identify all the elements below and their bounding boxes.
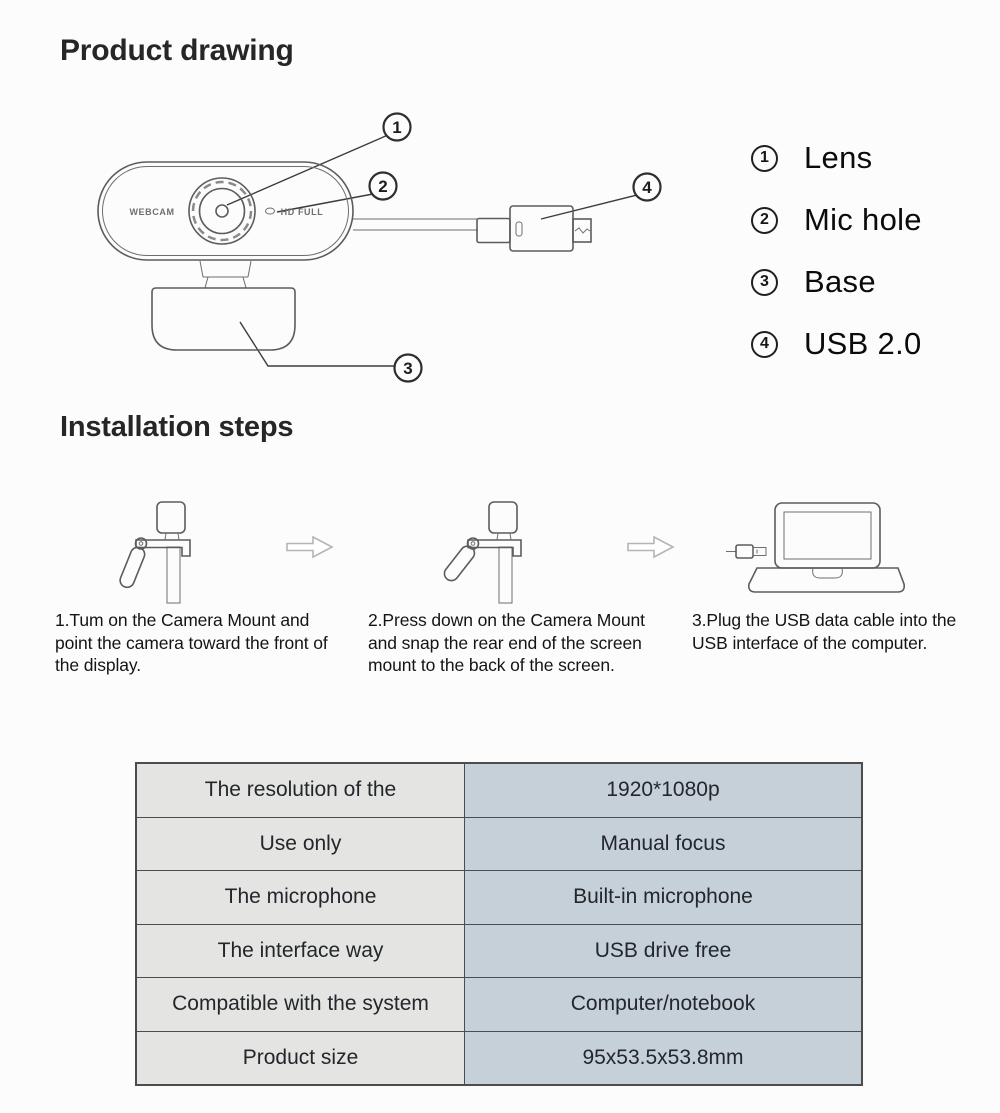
legend-number-circle: 3 xyxy=(751,269,778,296)
usb-plug-icon xyxy=(726,545,766,558)
table-row xyxy=(136,924,862,978)
spec-label: Compatible with the system xyxy=(136,978,465,1032)
hd-full-label: HD FULL xyxy=(280,207,324,217)
svg-text:2: 2 xyxy=(378,177,388,196)
spec-label: The interface way xyxy=(136,924,465,978)
spec-value: Computer/notebook xyxy=(465,978,863,1032)
lens-drawing xyxy=(189,178,255,244)
callout-lines xyxy=(227,135,637,366)
camera-mount-step2-illustration xyxy=(442,502,521,603)
installation-illustrations xyxy=(0,470,1000,615)
legend-label-usb: USB 2.0 xyxy=(804,326,922,361)
legend-item-lens xyxy=(751,140,922,175)
arrow-right-icon xyxy=(628,537,673,557)
table-row xyxy=(136,1031,862,1085)
installation-step-3-text: 3.Plug the USB data cable into the USB interface of the computer. xyxy=(692,610,957,653)
spec-value: Built-in microphone xyxy=(465,871,863,925)
legend-item-mic-hole xyxy=(751,202,922,237)
installation-step-1-text: 1.Tum on the Camera Mount and point the camera toward the front of the display. xyxy=(55,610,328,675)
spec-value: 1920*1080p xyxy=(465,763,863,817)
webcam-diagram xyxy=(0,0,760,430)
legend-item-usb xyxy=(751,326,922,361)
callout-2-mic-hole xyxy=(370,173,397,200)
specs-table xyxy=(135,762,863,1086)
usb-cable-drawing xyxy=(353,206,591,251)
spec-label: Use only xyxy=(136,817,465,871)
table-row xyxy=(136,817,862,871)
table-row xyxy=(136,763,862,817)
parts-legend xyxy=(751,140,922,361)
callout-3-base xyxy=(395,355,422,382)
webcam-brand-label: WEBCAM xyxy=(129,207,175,217)
spec-value: Manual focus xyxy=(465,817,863,871)
spec-value: 95x53.5x53.8mm xyxy=(465,1031,863,1085)
svg-text:3: 3 xyxy=(403,359,413,378)
spec-label: Product size xyxy=(136,1031,465,1085)
table-row xyxy=(136,978,862,1032)
legend-label-base: Base xyxy=(804,264,876,299)
legend-number-circle: 1 xyxy=(751,145,778,172)
laptop-illustration xyxy=(726,503,904,592)
spec-label: The microphone xyxy=(136,871,465,925)
legend-label-lens: Lens xyxy=(804,140,873,175)
callout-1-lens xyxy=(384,114,411,141)
camera-mount-step1-illustration xyxy=(118,502,190,603)
table-row xyxy=(136,871,862,925)
spec-label: The resolution of the xyxy=(136,763,465,817)
product-drawing-heading: Product drawing xyxy=(60,34,294,67)
base-drawing xyxy=(152,261,295,350)
spec-value: USB drive free xyxy=(465,924,863,978)
legend-number-circle: 2 xyxy=(751,207,778,234)
arrow-right-icon xyxy=(287,537,332,557)
callout-4-usb xyxy=(634,174,661,201)
svg-text:1: 1 xyxy=(392,118,402,137)
installation-steps-heading: Installation steps xyxy=(60,411,294,443)
installation-step-2-text: 2.Press down on the Camera Mount and snap the rear end of the screen mount to the back of the screen. xyxy=(368,610,645,675)
legend-label-mic-hole: Mic hole xyxy=(804,202,922,237)
legend-item-base xyxy=(751,264,922,299)
mic-hole-drawing xyxy=(266,208,275,214)
legend-number-circle: 4 xyxy=(751,331,778,358)
svg-text:4: 4 xyxy=(642,178,652,197)
